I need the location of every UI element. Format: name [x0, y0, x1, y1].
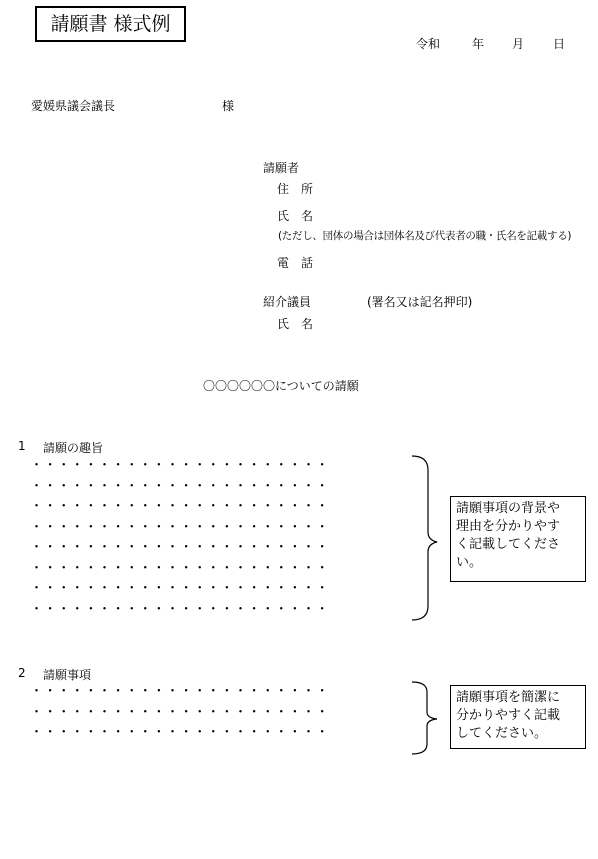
dot-line: ・・・・・・・・・・・・・・・・・・・・・・ [30, 704, 330, 720]
dot-line: ・・・・・・・・・・・・・・・・・・・・・・ [30, 601, 330, 617]
introducer-note: (署名又は記名押印) [367, 295, 473, 309]
section2-brace [410, 680, 440, 755]
section1-number: 1 [18, 439, 26, 453]
addressee-honorific: 様 [222, 99, 235, 113]
dot-line: ・・・・・・・・・・・・・・・・・・・・・・ [30, 581, 330, 596]
dot-line: ・・・・・・・・・・・・・・・・・・・・・・ [30, 725, 330, 740]
note-line: 請願事項を簡潔に [456, 690, 561, 705]
petitioner-name-note: (ただし、団体の場合は団体名及び代表者の職・氏名を記載する) [278, 230, 572, 242]
section2-dot-block [30, 682, 329, 744]
section2-number: 2 [18, 666, 26, 680]
address-label: 住 所 [277, 182, 314, 196]
note-line: く記載してくださ [456, 537, 561, 552]
date-line [416, 35, 565, 52]
dot-line: ・・・・・・・・・・・・・・・・・・・・・・ [30, 560, 330, 576]
addressee-name: 愛媛県議会議長 [31, 99, 116, 113]
note-line: 請願事項の背景や [456, 501, 561, 516]
note-line: してください。 [456, 726, 548, 741]
note-line: い。 [456, 555, 483, 570]
section1-note-box [450, 496, 586, 582]
section2-heading: 請願事項 [43, 668, 92, 682]
introducer-name-label: 氏 名 [277, 317, 314, 331]
phone-label: 電 話 [277, 256, 314, 270]
section1-heading: 請願の趣旨 [43, 441, 104, 455]
document-title: 請願書 様式例 [35, 6, 186, 42]
dot-line: ・・・・・・・・・・・・・・・・・・・・・・ [30, 540, 330, 555]
section1-dot-block [30, 456, 329, 620]
date-day: 日 [553, 37, 566, 51]
section1-brace [410, 454, 440, 624]
date-era: 令和 [416, 37, 441, 51]
petitioner-heading: 請願者 [263, 161, 300, 175]
petition-subject: 〇〇〇〇〇〇についての請願 [203, 379, 359, 393]
note-line: 理由を分かりやす [456, 519, 561, 534]
note-line: 分かりやすく記載 [456, 708, 561, 723]
dot-line: ・・・・・・・・・・・・・・・・・・・・・・ [30, 478, 330, 494]
date-month: 月 [512, 37, 525, 51]
dot-line: ・・・・・・・・・・・・・・・・・・・・・・ [30, 458, 330, 473]
dot-line: ・・・・・・・・・・・・・・・・・・・・・・ [30, 499, 330, 514]
dot-line: ・・・・・・・・・・・・・・・・・・・・・・ [30, 684, 330, 699]
petitioner-name-label: 氏 名 [277, 209, 314, 223]
date-year: 年 [472, 37, 485, 51]
introducer-heading: 紹介議員 [263, 295, 312, 309]
dot-line: ・・・・・・・・・・・・・・・・・・・・・・ [30, 519, 330, 535]
section2-note-box [450, 685, 586, 749]
